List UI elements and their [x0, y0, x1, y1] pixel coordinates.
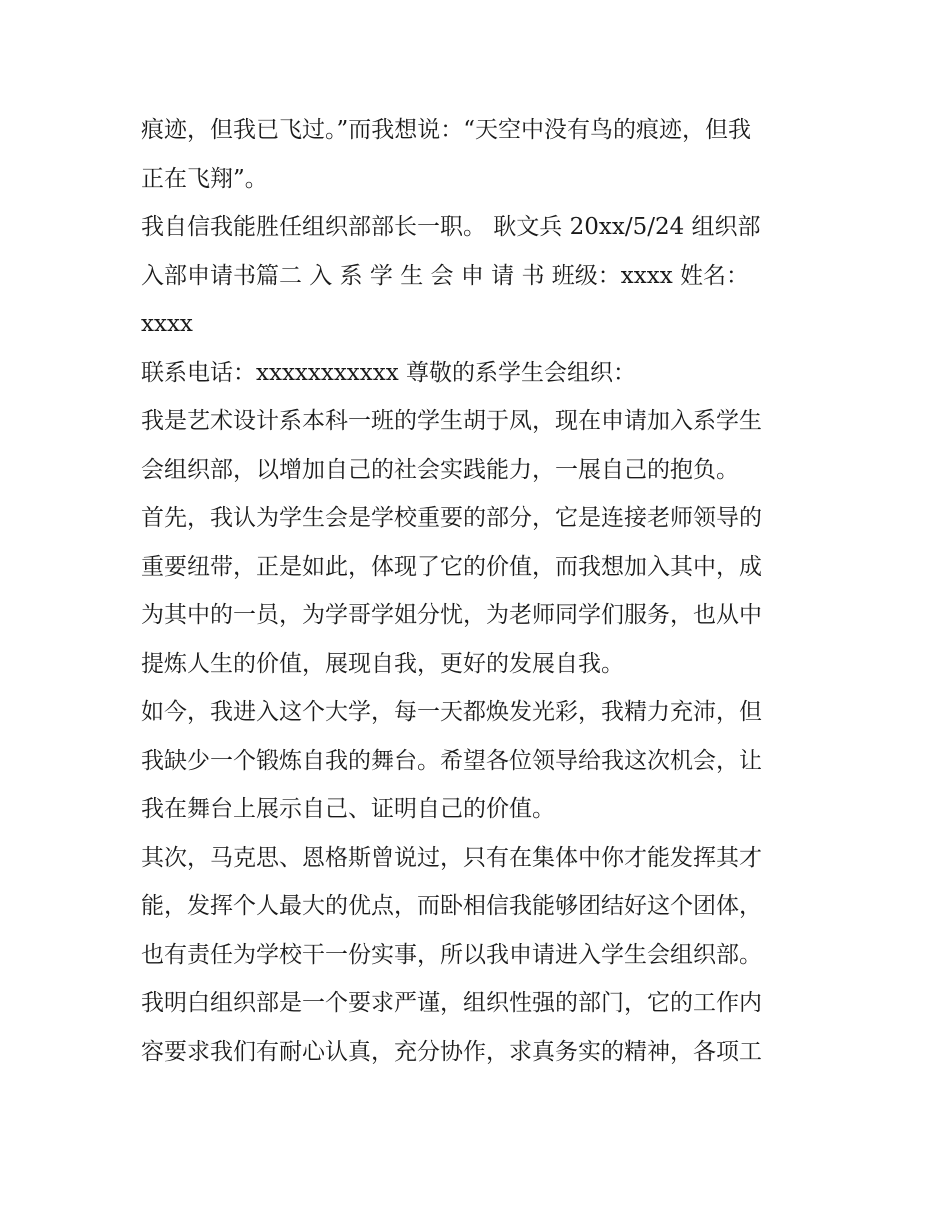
text-line: 重要纽带，正是如此，体现了它的价值，而我想加入其中，成	[141, 553, 762, 580]
text-line: 我在舞台上展示自己、证明自己的价值。	[141, 796, 555, 822]
text-line: 提炼人生的价值，展现自我，更好的发展自我。	[141, 650, 624, 677]
text-line: 首先，我认为学生会是学校重要的部分，它是连接老师领导的	[141, 505, 762, 531]
text-line: 我明白组织部是一个要求严谨，组织性强的部门，它的工作内	[141, 990, 762, 1016]
text-line: 会组织部，以增加自己的社会实践能力，一展自己的抱负。	[141, 456, 739, 483]
text-line: 正在飞翔”。	[141, 165, 268, 192]
text-line: 为其中的一员，为学哥学姐分忧，为老师同学们服务，也从中	[141, 602, 762, 628]
text-line: 能，发挥个人最大的优点，而卧相信我能够团结好这个团体，	[141, 893, 762, 919]
text-line: 我缺少一个锻炼自我的舞台。希望各位领导给我这次机会，让	[141, 747, 762, 774]
text-line: 如今，我进入这个大学，每一天都焕发光彩，我精力充沛，但	[141, 699, 762, 725]
text-line: 痕迹，但我已飞过。”而我想说：“天空中没有鸟的痕迹，但我	[141, 117, 752, 143]
text-line: 我是艺术设计系本科一班的学生胡于凤，现在申请加入系学生	[141, 408, 762, 434]
text-line: 其次，马克思、恩格斯曾说过，只有在集体中你才能发挥其才	[141, 844, 762, 871]
text-line: 入部申请书篇二 入 系 学 生 会 申 请 书 班级：xxxx 姓名：	[141, 262, 749, 289]
text-line: 联系电话：xxxxxxxxxxx 尊敬的系学生会组织：	[141, 359, 636, 386]
document-body	[141, 106, 821, 1076]
text-line: 容要求我们有耐心认真，充分协作，求真务实的精神，各项工	[141, 1038, 762, 1065]
text-line: xxxx	[141, 311, 193, 337]
text-line: 也有责任为学校干一份实事，所以我申请进入学生会组织部。	[141, 941, 762, 968]
text-line: 我自信我能胜任组织部部长一职。 耿文兵 20xx/5/24 组织部	[141, 214, 761, 240]
